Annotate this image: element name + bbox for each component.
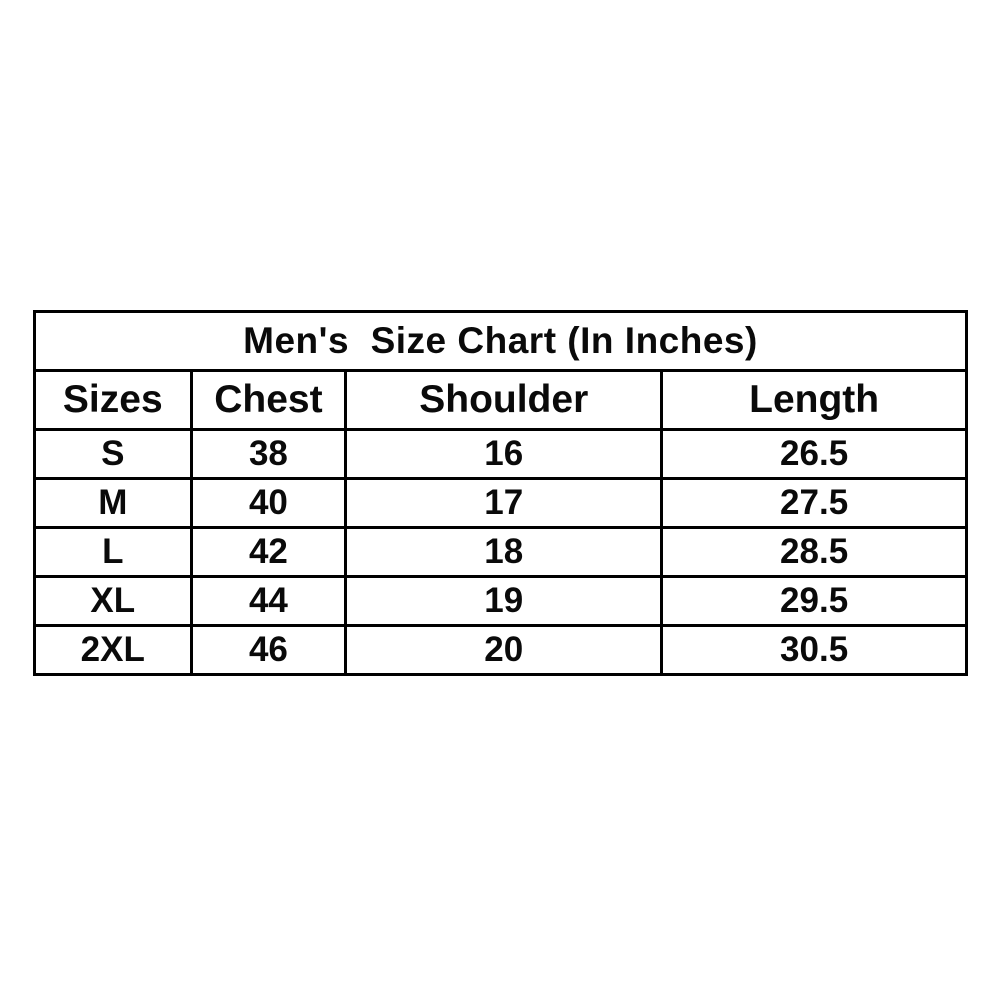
size-chart-table xyxy=(33,310,968,676)
size-cell: XL xyxy=(35,577,192,626)
length-cell: 30.5 xyxy=(662,626,967,675)
size-cell: 2XL xyxy=(35,626,192,675)
length-cell: 28.5 xyxy=(662,528,967,577)
size-cell: S xyxy=(35,430,192,479)
column-header-sizes: Sizes xyxy=(35,371,192,430)
shoulder-cell: 16 xyxy=(346,430,662,479)
header-row xyxy=(35,371,967,430)
column-header-shoulder: Shoulder xyxy=(346,371,662,430)
size-cell: M xyxy=(35,479,192,528)
column-header-length: Length xyxy=(662,371,967,430)
table-row-l xyxy=(35,528,967,577)
table-row-m xyxy=(35,479,967,528)
table-row-s xyxy=(35,430,967,479)
shoulder-cell: 19 xyxy=(346,577,662,626)
chest-cell: 46 xyxy=(191,626,346,675)
length-cell: 27.5 xyxy=(662,479,967,528)
size-cell: L xyxy=(35,528,192,577)
table-row-xl xyxy=(35,577,967,626)
shoulder-cell: 20 xyxy=(346,626,662,675)
column-header-chest: Chest xyxy=(191,371,346,430)
title-row xyxy=(35,312,967,371)
chest-cell: 40 xyxy=(191,479,346,528)
table-title: Men's Size Chart (In Inches) xyxy=(35,312,967,371)
table-row-2xl xyxy=(35,626,967,675)
shoulder-cell: 17 xyxy=(346,479,662,528)
length-cell: 26.5 xyxy=(662,430,967,479)
shoulder-cell: 18 xyxy=(346,528,662,577)
chest-cell: 38 xyxy=(191,430,346,479)
length-cell: 29.5 xyxy=(662,577,967,626)
chest-cell: 42 xyxy=(191,528,346,577)
chest-cell: 44 xyxy=(191,577,346,626)
